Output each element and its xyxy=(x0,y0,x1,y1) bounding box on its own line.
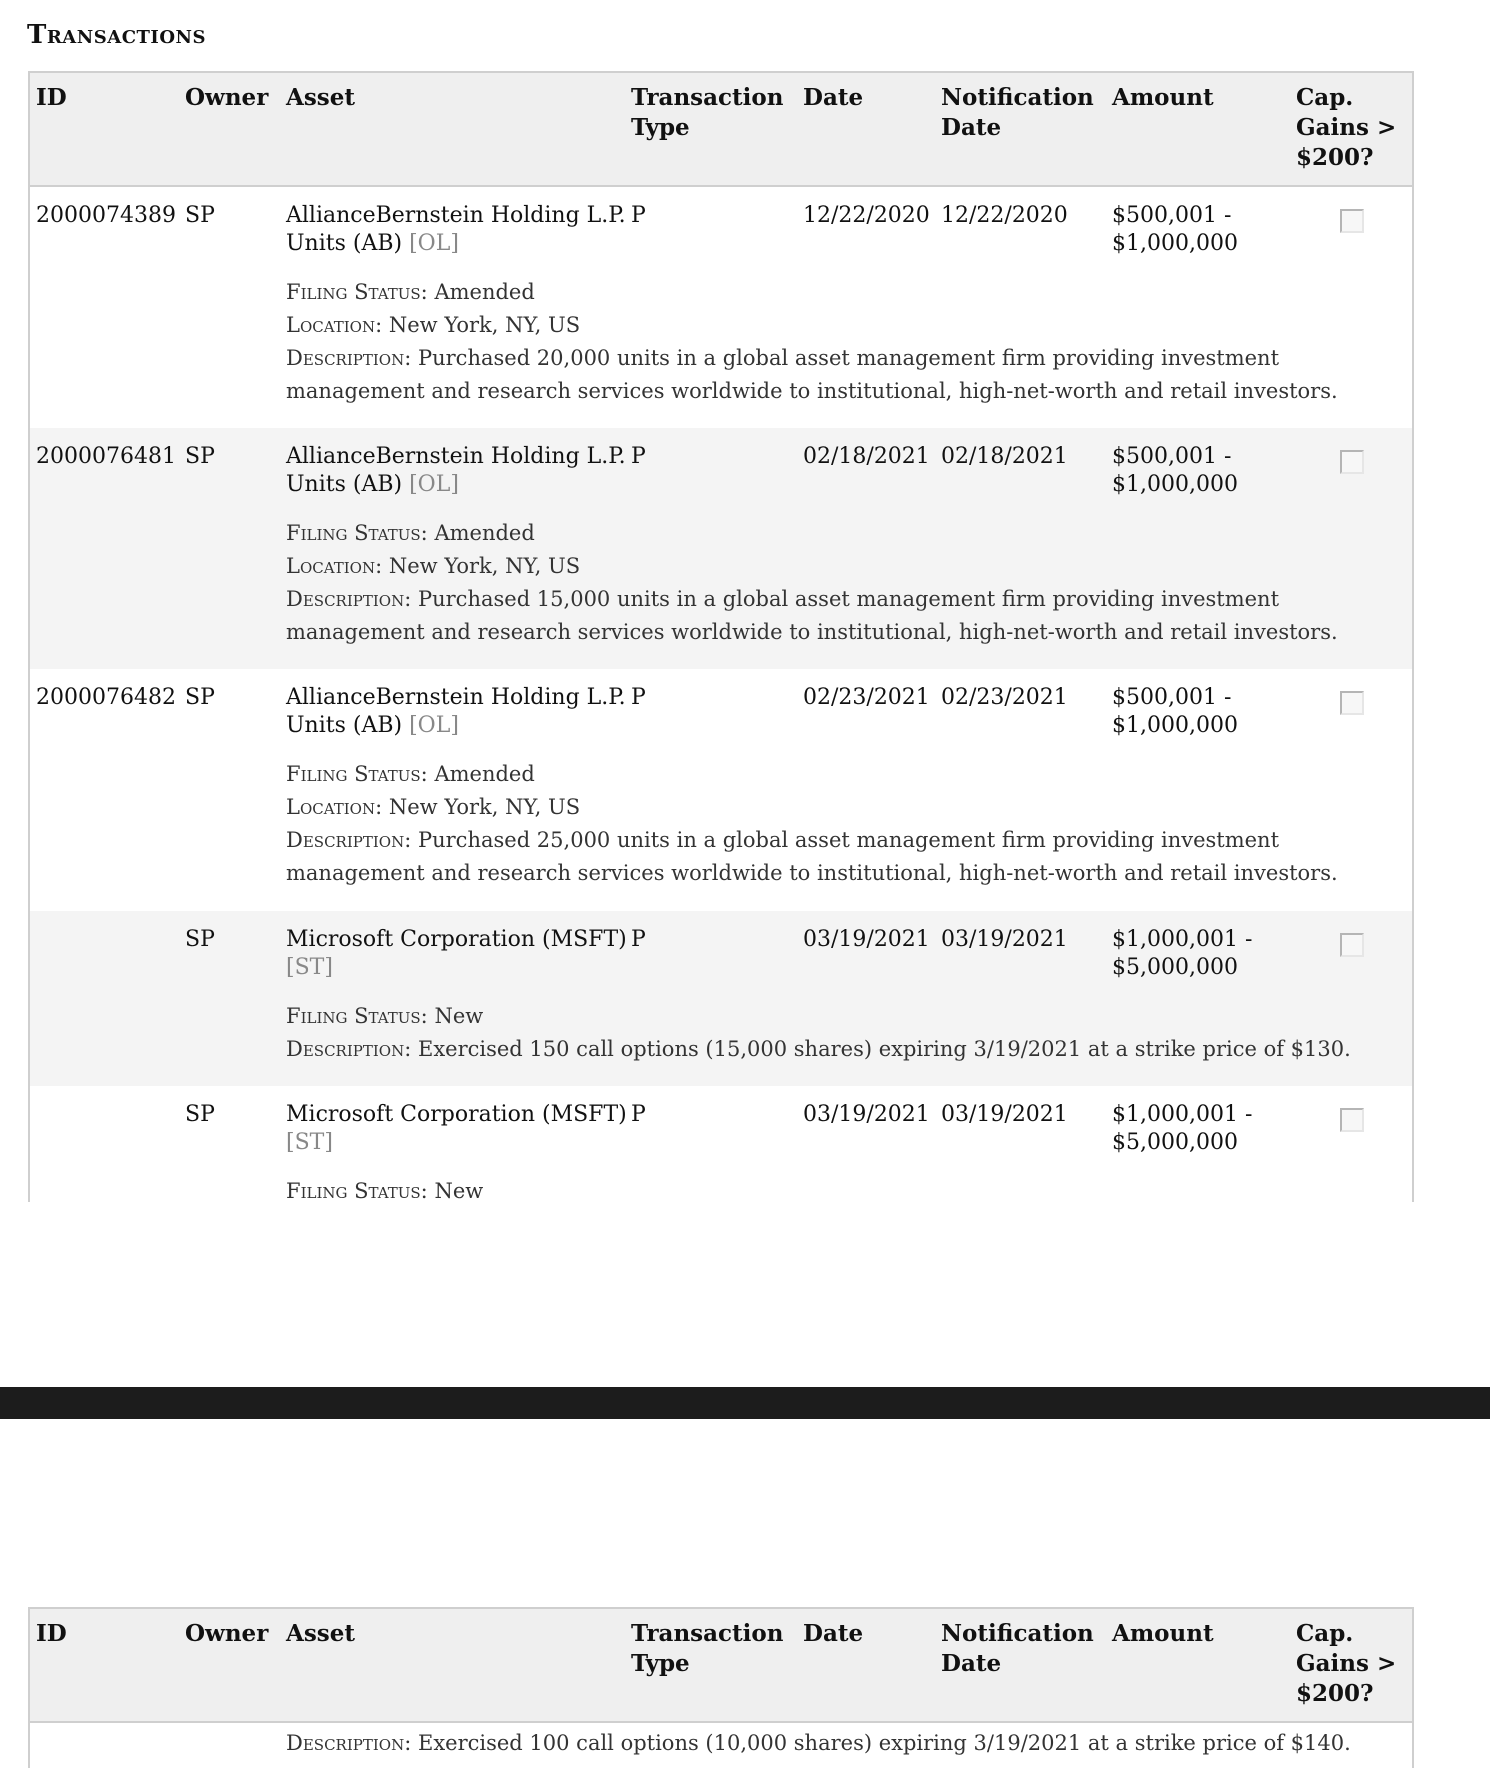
row-notification-date: 02/18/2021 xyxy=(941,444,1068,469)
table-row xyxy=(30,1723,1412,1768)
table-row xyxy=(30,1086,1412,1202)
description: Description: Purchased 25,000 units in a global asset management firm providing investment management and research services worldwide to institutional, high-net-worth and retail investors. xyxy=(286,828,1338,885)
row-transaction-type: P xyxy=(631,685,646,710)
transactions-table xyxy=(28,71,1414,1202)
row-asset: Microsoft Corporation (MSFT) [ST] xyxy=(286,927,627,980)
row-amount: $500,001 - $1,000,000 xyxy=(1112,685,1238,738)
row-transaction-type: P xyxy=(631,927,646,952)
filing-status: Filing Status: Amended xyxy=(286,280,535,304)
row-owner: SP xyxy=(185,927,215,952)
row-id: 2000076481 xyxy=(36,444,176,469)
row-date: 02/18/2021 xyxy=(803,444,930,469)
column-header-id: ID xyxy=(36,1620,67,1647)
row-asset: AllianceBernstein Holding L.P. Units (AB) [OL] xyxy=(286,444,626,497)
row-transaction-type: P xyxy=(631,203,646,228)
column-header-transaction-type: Transaction Type xyxy=(631,84,784,141)
table-row xyxy=(30,669,1412,911)
column-header-transaction-type: Transaction Type xyxy=(631,1620,784,1677)
asset-type-tag: [OL] xyxy=(409,713,459,738)
asset-type-tag: [OL] xyxy=(409,472,459,497)
asset-type-tag: [ST] xyxy=(286,1130,333,1155)
description: Description: Purchased 15,000 units in a global asset management firm providing investment management and research services worldwide to institutional, high-net-worth and retail investors. xyxy=(286,587,1338,644)
description: Description: Exercised 100 call options (10,000 shares) expiring 3/19/2021 at a strike price of $140. xyxy=(286,1731,1351,1755)
row-date: 12/22/2020 xyxy=(803,203,930,228)
row-asset: AllianceBernstein Holding L.P. Units (AB) [OL] xyxy=(286,203,626,256)
location: Location: New York, NY, US xyxy=(286,313,581,337)
row-owner: SP xyxy=(185,1102,215,1127)
asset-type-tag: [ST] xyxy=(286,955,333,980)
cap-gains-checkbox[interactable] xyxy=(1340,933,1364,957)
column-header-amount: Amount xyxy=(1112,1620,1214,1647)
location: Location: New York, NY, US xyxy=(286,554,581,578)
column-header-owner: Owner xyxy=(185,84,269,111)
page-break-bar xyxy=(0,1387,1490,1419)
table-header xyxy=(30,1609,1412,1723)
filing-status: Filing Status: Amended xyxy=(286,521,535,545)
row-owner: SP xyxy=(185,685,215,710)
row-amount: $1,000,001 - $5,000,000 xyxy=(1112,927,1253,980)
row-notification-date: 03/19/2021 xyxy=(941,927,1068,952)
row-amount: $500,001 - $1,000,000 xyxy=(1112,203,1238,256)
column-header-id: ID xyxy=(36,84,67,111)
table-row xyxy=(30,187,1412,428)
row-owner: SP xyxy=(185,203,215,228)
column-header-owner: Owner xyxy=(185,1620,269,1647)
filing-status: Filing Status: New xyxy=(286,1179,484,1202)
description: Description: Exercised 150 call options (15,000 shares) expiring 3/19/2021 at a strike price of $130. xyxy=(286,1037,1351,1061)
location: Location: New York, NY, US xyxy=(286,795,581,819)
description: Description: Purchased 20,000 units in a global asset management firm providing investment management and research services worldwide to institutional, high-net-worth and retail investors. xyxy=(286,346,1338,403)
transactions-table-continued xyxy=(28,1607,1414,1768)
column-header-cap-gains: Cap. Gains > $200? xyxy=(1296,1620,1397,1707)
row-id: 2000076482 xyxy=(36,685,176,710)
row-date: 03/19/2021 xyxy=(803,927,930,952)
row-amount: $500,001 - $1,000,000 xyxy=(1112,444,1238,497)
column-header-date: Date xyxy=(803,1620,864,1647)
cap-gains-checkbox[interactable] xyxy=(1340,209,1364,233)
row-details xyxy=(286,1727,1396,1760)
filing-status: Filing Status: New xyxy=(286,1004,484,1028)
row-date: 02/23/2021 xyxy=(803,685,930,710)
row-details xyxy=(286,276,1396,408)
table-header xyxy=(30,73,1412,187)
row-details xyxy=(286,517,1396,649)
column-header-cap-gains: Cap. Gains > $200? xyxy=(1296,84,1397,171)
column-header-notification-date: Notification Date xyxy=(941,1620,1094,1677)
cap-gains-checkbox[interactable] xyxy=(1340,691,1364,715)
row-transaction-type: P xyxy=(631,444,646,469)
row-details xyxy=(286,758,1396,890)
table-row xyxy=(30,911,1412,1086)
row-asset: Microsoft Corporation (MSFT) [ST] xyxy=(286,1102,627,1155)
row-amount: $1,000,001 - $5,000,000 xyxy=(1112,1102,1253,1155)
row-transaction-type: P xyxy=(631,1102,646,1127)
column-header-notification-date: Notification Date xyxy=(941,84,1094,141)
column-header-date: Date xyxy=(803,84,864,111)
row-notification-date: 03/19/2021 xyxy=(941,1102,1068,1127)
row-notification-date: 12/22/2020 xyxy=(941,203,1068,228)
row-details xyxy=(286,1000,1396,1066)
filing-status: Filing Status: Amended xyxy=(286,762,535,786)
asset-type-tag: [OL] xyxy=(409,231,459,256)
row-date: 03/19/2021 xyxy=(803,1102,930,1127)
row-details xyxy=(286,1175,1396,1202)
section-title: Transactions xyxy=(27,20,206,50)
row-owner: SP xyxy=(185,444,215,469)
row-id: 2000074389 xyxy=(36,203,176,228)
column-header-asset: Asset xyxy=(286,84,355,111)
column-header-asset: Asset xyxy=(286,1620,355,1647)
table-row xyxy=(30,428,1412,669)
row-notification-date: 02/23/2021 xyxy=(941,685,1068,710)
row-asset: AllianceBernstein Holding L.P. Units (AB) [OL] xyxy=(286,685,626,738)
cap-gains-checkbox[interactable] xyxy=(1340,1108,1364,1132)
cap-gains-checkbox[interactable] xyxy=(1340,450,1364,474)
column-header-amount: Amount xyxy=(1112,84,1214,111)
